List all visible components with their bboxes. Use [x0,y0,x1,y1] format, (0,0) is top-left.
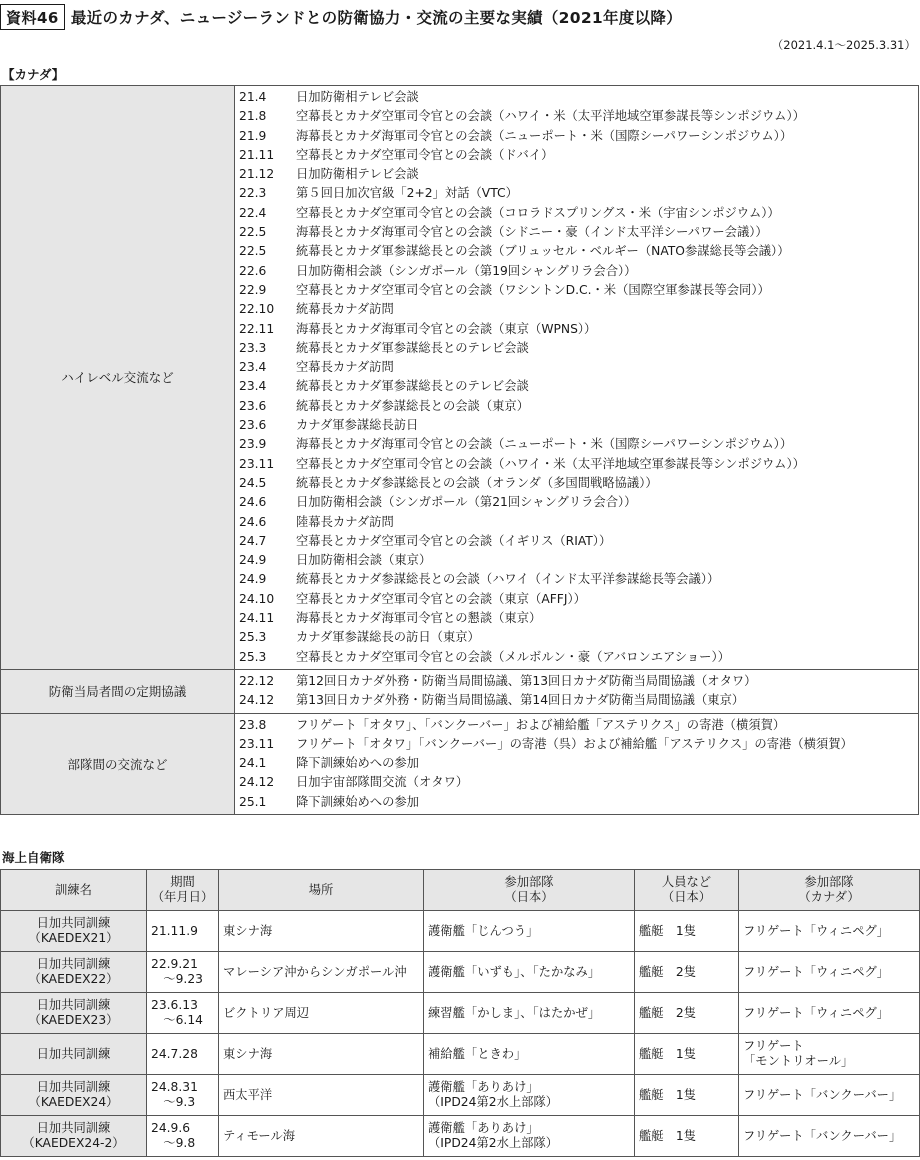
training-period: 24.7.28 [147,1034,219,1075]
exchange-category: 防衛当局者間の定期協議 [1,669,235,713]
document-number-label: 資料46 [0,4,65,30]
exchange-entry [239,672,918,691]
training-personnel: 艦艇 1隻 [635,1075,739,1116]
entry-text: 空幕長とカナダ空軍司令官との会談（東京（AFFJ）） [296,591,586,606]
entry-date: 25.3 [239,630,267,645]
header-units-japan: 参加部隊 （日本） [424,870,635,911]
entry-date: 25.3 [239,649,267,664]
training-row [1,952,920,993]
training-name: 日加共同訓練 （KAEDEX24） [1,1075,147,1116]
exchange-entry [239,551,918,570]
training-units-japan: 護衛艦「ありあけ」 （IPD24第2水上部隊） [424,1116,635,1157]
exchange-entry [239,474,918,493]
entry-text: 空幕長とカナダ空軍司令官との会談（メルボルン・豪（アバロンエアショー）） [296,649,730,664]
entry-text: 日加防衛相会談（シンガポール（第21回シャングリラ会合）） [296,495,637,510]
exchange-entry [239,493,918,512]
exchange-entry [239,300,918,319]
entry-text: 空幕長とカナダ空軍司令官との会談（ハワイ・米（太平洋地域空軍参謀長等シンポジウム）） [296,109,805,124]
training-location: 東シナ海 [219,911,424,952]
entry-date: 22.11 [239,321,275,336]
document-header [0,4,682,30]
training-name: 日加共同訓練 （KAEDEX21） [1,911,147,952]
training-header-row [1,870,920,911]
entry-text: 空幕長カナダ訪問 [296,360,394,375]
entry-date: 21.12 [239,167,275,182]
page-title: 最近のカナダ、ニュージーランドとの防衛協力・交流の主要な実績（2021年度以降） [70,9,683,27]
training-units-canada: フリゲート「ウィニペグ」 [739,952,920,993]
entry-date: 24.9 [239,553,267,568]
exchange-entry [239,609,918,628]
entry-text: 統幕長とカナダ軍参謀総長との会談（ブリュッセル・ベルギー（NATO参謀総長等会議）） [296,244,790,259]
training-name: 日加共同訓練 （KAEDEX23） [1,993,147,1034]
training-units-canada: フリゲート「バンクーバー」 [739,1075,920,1116]
exchange-entry [239,435,918,454]
exchange-entry [239,339,918,358]
entry-text: 日加防衛相会談（東京） [296,553,432,568]
entry-text: 日加宇宙部隊間交流（オタワ） [296,775,469,790]
exchange-entry [239,184,918,203]
entry-date: 24.1 [239,756,267,771]
entry-text: 統幕長とカナダ参謀総長との会談（ハワイ（インド太平洋参謀総長等会議）） [296,572,720,587]
training-row [1,1116,920,1157]
training-name: 日加共同訓練 （KAEDEX22） [1,952,147,993]
entry-date: 23.9 [239,437,267,452]
training-units-canada: フリゲート 「モントリオール」 [739,1034,920,1075]
exchange-entry [239,773,918,792]
entry-text: 空幕長とカナダ空軍司令官との会談（ドバイ） [296,147,554,162]
entry-date: 23.3 [239,340,267,355]
entry-text: カナダ軍参謀総長訪日 [296,418,419,433]
entry-text: 日加防衛相テレビ会談 [296,90,419,104]
training-location: 東シナ海 [219,1034,424,1075]
exchange-entry [239,513,918,532]
entry-date: 24.10 [239,591,275,606]
header-units-canada: 参加部隊 （カナダ） [739,870,920,911]
entry-date: 22.5 [239,244,267,259]
entry-text: 統幕長カナダ訪問 [296,302,394,317]
entry-date: 22.5 [239,225,267,240]
exchange-entries [235,713,919,814]
entry-text: 降下訓練始めへの参加 [296,794,419,809]
training-personnel: 艦艇 1隻 [635,1116,739,1157]
exchange-entry [239,735,918,754]
entry-date: 22.4 [239,205,267,220]
exchange-entry [239,165,918,184]
entry-text: 空幕長とカナダ空軍司令官との会談（ハワイ・米（太平洋地域空軍参謀長等シンポジウム）） [296,456,805,471]
entry-date: 24.12 [239,775,275,790]
exchange-entry [239,628,918,647]
exchange-entry [239,320,918,339]
entry-date: 23.4 [239,360,267,375]
training-units-canada: フリゲート「バンクーバー」 [739,1116,920,1157]
entry-text: 海幕長とカナダ海軍司令官との懇談（東京） [296,611,542,626]
header-personnel: 人員など （日本） [635,870,739,911]
entry-date: 24.6 [239,514,267,529]
exchange-entry [239,223,918,242]
entry-text: 空幕長とカナダ空軍司令官との会談（イギリス（RIAT）） [296,533,612,548]
entry-text: 日加防衛相会談（シンガポール（第19回シャングリラ会合）） [296,263,637,278]
canada-exchange-table [0,85,919,815]
exchange-entry [239,397,918,416]
exchange-category: ハイレベル交流など [1,86,235,670]
exchange-entry [239,590,918,609]
entry-text: 第13回日カナダ外務・防衛当局間協議、第14回日カナダ防衛当局間協議（東京） [296,693,745,708]
entry-text: 日加防衛相テレビ会談 [296,167,419,182]
exchange-group-row [1,86,919,670]
entry-date: 23.6 [239,418,267,433]
training-row [1,1075,920,1116]
entry-text: 第５回日加次官級「2+2」対話（VTC） [296,186,518,201]
entry-text: カナダ軍参謀総長の訪日（東京） [296,630,480,645]
entry-text: 降下訓練始めへの参加 [296,756,419,771]
training-units-japan: 護衛艦「じんつう」 [424,911,635,952]
exchange-entry [239,127,918,146]
entry-text: 海幕長とカナダ海軍司令官との会談（シドニー・豪（インド太平洋シーパワー会議）） [296,225,768,240]
entry-date: 21.11 [239,147,275,162]
entry-text: 統幕長とカナダ参謀総長との会談（東京） [296,398,530,413]
training-units-japan: 補給艦「ときわ」 [424,1034,635,1075]
exchange-entry [239,107,918,126]
entry-date: 24.7 [239,533,267,548]
training-location: ティモール海 [219,1116,424,1157]
entry-date: 24.12 [239,693,275,708]
training-units-japan: 護衛艦「ありあけ」 （IPD24第2水上部隊） [424,1075,635,1116]
exchange-entries [235,86,919,670]
exchange-entries [235,669,919,713]
canada-section-label: 【カナダ】 [2,67,65,82]
entry-date: 21.4 [239,90,267,104]
training-row [1,911,920,952]
training-period: 22.9.21 ～9.23 [147,952,219,993]
training-section-label: 海上自衛隊 [2,850,65,865]
exchange-entry [239,88,918,107]
exchange-group-row [1,669,919,713]
header-training-name: 訓練名 [1,870,147,911]
entry-text: フリゲート「オタワ」、「バンクーバー」および補給艦「アステリクス」の寄港（横須賀） [296,717,786,732]
exchange-entry [239,281,918,300]
exchange-entry [239,648,918,667]
entry-date: 24.11 [239,611,275,626]
training-row [1,993,920,1034]
exchange-entry [239,691,918,710]
training-personnel: 艦艇 1隻 [635,911,739,952]
header-location: 場所 [219,870,424,911]
training-units-canada: フリゲート「ウィニペグ」 [739,993,920,1034]
training-location: ビクトリア周辺 [219,993,424,1034]
entry-date: 23.11 [239,456,275,471]
entry-date: 23.4 [239,379,267,394]
exchange-entry [239,532,918,551]
exchange-entry [239,377,918,396]
entry-date: 22.3 [239,186,267,201]
entry-text: 空幕長とカナダ空軍司令官との会談（コロラドスプリングス・米（宇宙シンポジウム）） [296,205,780,220]
exchange-entry [239,146,918,165]
entry-text: 統幕長とカナダ軍参謀総長とのテレビ会談 [296,379,529,394]
header-period: 期間 （年月日） [147,870,219,911]
exchange-category: 部隊間の交流など [1,713,235,814]
entry-text: 第12回日カナダ外務・防衛当局間協議、第13回日カナダ防衛当局間協議（オタワ） [296,673,757,688]
exchange-entry [239,455,918,474]
entry-text: 統幕長とカナダ軍参謀総長とのテレビ会談 [296,340,529,355]
training-row [1,1034,920,1075]
exchange-group-row [1,713,919,814]
entry-date: 23.8 [239,717,267,732]
entry-date: 22.10 [239,302,275,317]
exchange-entry [239,793,918,812]
date-range: （2021.4.1～2025.3.31） [771,38,916,52]
training-personnel: 艦艇 2隻 [635,993,739,1034]
entry-date: 21.9 [239,128,267,143]
entry-date: 24.5 [239,475,267,490]
entry-date: 23.6 [239,398,267,413]
exchange-entry [239,716,918,735]
entry-date: 23.11 [239,736,275,751]
training-personnel: 艦艇 2隻 [635,952,739,993]
entry-text: フリゲート「オタワ」「バンクーバー」の寄港（呉）および補給艦「アステリクス」の寄港（横須賀） [296,736,853,751]
exchange-entry [239,204,918,223]
training-table [0,869,920,1157]
training-units-japan: 護衛艦「いずも」、「たかなみ」 [424,952,635,993]
entry-date: 24.9 [239,572,267,587]
exchange-entry [239,416,918,435]
exchange-entry [239,754,918,773]
entry-date: 25.1 [239,794,267,809]
entry-text: 空幕長とカナダ空軍司令官との会談（ワシントンD.C.・米（国際空軍参謀長等会同）） [296,282,770,297]
entry-text: 統幕長とカナダ参謀総長との会談（オランダ（多国間戦略協議）） [296,475,658,490]
entry-date: 21.8 [239,109,267,124]
training-location: マレーシア沖からシンガポール沖 [219,952,424,993]
entry-date: 22.12 [239,673,275,688]
training-units-japan: 練習艦「かしま」、「はたかぜ」 [424,993,635,1034]
training-period: 24.8.31 ～9.3 [147,1075,219,1116]
exchange-entry [239,242,918,261]
training-location: 西太平洋 [219,1075,424,1116]
training-name: 日加共同訓練 [1,1034,147,1075]
training-name: 日加共同訓練 （KAEDEX24-2） [1,1116,147,1157]
entry-text: 海幕長とカナダ海軍司令官との会談（ニューポート・米（国際シーパワーシンポジウム）） [296,437,793,452]
training-units-canada: フリゲート「ウィニペグ」 [739,911,920,952]
entry-date: 24.6 [239,495,267,510]
training-period: 21.11.9 [147,911,219,952]
entry-text: 陸幕長カナダ訪問 [296,514,394,529]
training-period: 24.9.6 ～9.8 [147,1116,219,1157]
exchange-entry [239,262,918,281]
training-personnel: 艦艇 1隻 [635,1034,739,1075]
exchange-entry [239,570,918,589]
entry-date: 22.6 [239,263,267,278]
entry-text: 海幕長とカナダ海軍司令官との会談（ニューポート・米（国際シーパワーシンポジウム）） [296,128,793,143]
training-period: 23.6.13 ～6.14 [147,993,219,1034]
entry-text: 海幕長とカナダ海軍司令官との会談（東京（WPNS）） [296,321,597,336]
entry-date: 22.9 [239,282,267,297]
exchange-entry [239,358,918,377]
